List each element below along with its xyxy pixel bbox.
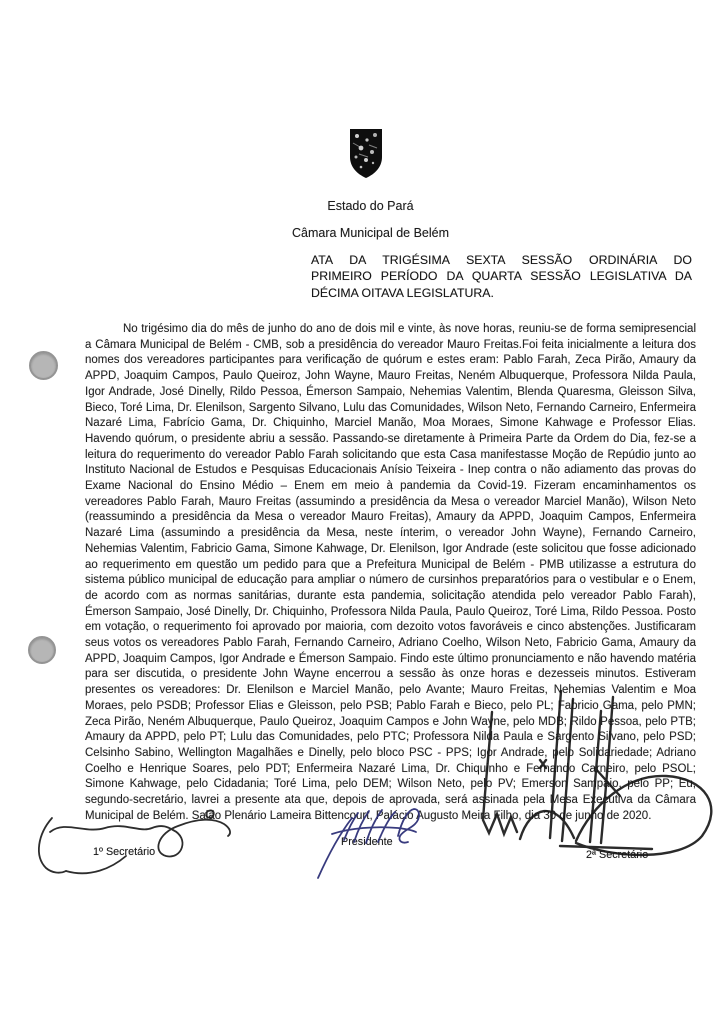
first-secretary-label: 1º Secretário bbox=[93, 846, 156, 858]
minutes-body-text: No trigésimo dia do mês de junho do ano de dois mil e vinte, às nove horas, reuniu-se de forma semipresencial a Câmara Municipal de Belém - CMB, sob a presidência do vereador Mauro Freitas.Foi feita inicialmente a leitura dos nomes dos vereadores participantes para verificação de quórum e estes eram: Pablo Farah, Zeca Pirão, Amaury da APPD, Joaquim Campos, Paulo Queiroz, John Wayne, Mauro Freitas, Neném Albuquerque, Professora Nilda Paula, Igor Andrade, José Dinelly, Rildo Pessoa, Émerson Sampaio, Nehemias Valentim, Blenda Quaresma, Gleisson Silva, Bieco, Toré Lima, Dr. Elenilson, Sargento Silvano, Lulu das Comunidades, Wilson Neto, Fernando Carneiro, Enfermeira Nazaré Lima, Fabrício Gama, Dr. Chiquinho, Marciel Manão, Moa Moraes, Simone Kahwage e Professor Elias. Havendo quórum, o presidente abriu a sessão. Passando-se diretamente à Primeira Parte da Ordem do Dia, fez-se a leitura do requerimento do vereador Pablo Farah solicitando que esta Casa manifestasse Moção de Repúdio junto ao Instituto Nacional de Estudos e Pesquisas Educacionais Anísio Teixeira - Inep contra o não adiamento das provas do Exame Nacional do Ensino Médio – Enem em meio à pandemia da Covid-19. Fizeram encaminhamentos os vereadores Pablo Farah, Mauro Freitas (assumindo a presidência da Mesa o vereador Marciel Manão), Wilson Neto (reassumindo a presidência da Mesa o vereador Mauro Freitas), Amaury da APPD, Joaquim Campos, Enfermeira Nazaré Lima (assumindo a presidência da Mesa, neste ínterim, o vereador John Wayne), Fernando Carneiro, Nehemias Valentim, Fabricio Gama, Simone Kahwage, Dr. Elenilson, Igor Andrade (este solicitou que fosse adicionado ao requerimento em questão um pedido para que a Prefeitura Municipal de Belém - PMB utilizasse a estrutura do sistema público municipal de educação para ampliar o número de cursinhos preparatórios para o vestibular e o Enem, de acordo com as normas sanitárias, durante esta pandemia, solicitação atendida pelo vereador Pablo Farah), Émerson Sampaio, José Dinelly, Dr. Chiquinho, Professora Nilda Paula, Paulo Queiroz, Toré Lima, Rildo Pessoa. Posto em votação, o requerimento foi aprovado por maioria, com dezoito votos favoráveis e cinco abstenções. Justificaram seus votos os vereadores Pablo Farah, Fernando Carneiro, Adriano Coelho, Wilson Neto, Fabricio Gama, Amaury da APPD, Joaquim Campos, Igor Andrade e Émerson Sampaio. Findo este último pronunciamento e não havendo matéria para ser discutida, o presidente John Wayne encerrou a sessão às onze horas e dezesseis minutos. Estiveram presentes os vereadores: Dr. Elenilson e Marciel Manão, pelo Avante; Mauro Freitas, Nehemias Valentim e Moa Moraes, pelo PSDB; Professor Elias e Gleisson, pelo PSB; Pablo Farah e Bieco, pelo PL; Fabricio Gama, pelo PMN; Zeca Pirão, Neném Albuquerque, Paulo Queiroz, Joaquim Campos e John Wayne, pelo MDB; Rildo Pessoa, pelo PTB; Amaury da APPD, pelo PT; Lulu das Comunidades, pelo PTC; Professora Nilda Paula e Sargento Silvano, pelo PSD; Celsinho Sabino, Wellington Magalhães e Dinelly, pelo bloco PSC - PPS; Igor Andrade, pelo Solidariedade; Adriano Coelho e Henrique Soares, pelo PDT; Enfermeira Nazaré Lima, Dr. Chiquinho e Fernando Carneiro, pelo PSOL; Simone Kahwage, pelo Cidadania; Toré Lima, pelo DEM; Wilson Neto, pelo PV; Emerson Sampaio, pelo PP; Eu, segundo-secretário, lavrei a presente ata que, depois de aprovada, será assinada pela Mesa Executiva da Câmara Municipal de Belém. Salão Plenário Lameira Bittencourt, Palácio Augusto Meira Filho, dia 30 de junho de 2020. bbox=[85, 323, 696, 822]
state-name: Estado do Pará bbox=[327, 199, 414, 213]
coat-of-arms-icon bbox=[347, 127, 385, 181]
session-title-line: PRIMEIRO PERÍODO DA QUARTA SESSÃO LEGISLATIVA DA bbox=[311, 269, 692, 284]
hole-punch-bottom bbox=[28, 636, 56, 664]
second-secretary-label: 2ª Secretário bbox=[586, 849, 649, 861]
session-title-line: DÉCIMA OITAVA LEGISLATURA. bbox=[311, 285, 494, 300]
institution-name: Câmara Municipal de Belém bbox=[291, 226, 449, 240]
president-label: Presidente bbox=[341, 836, 393, 848]
session-title-line: ATA DA TRIGÉSIMA SEXTA SESSÃO ORDINÁRIA DO bbox=[311, 253, 692, 267]
session-title-block bbox=[311, 252, 692, 301]
hole-punch-top bbox=[29, 351, 58, 380]
